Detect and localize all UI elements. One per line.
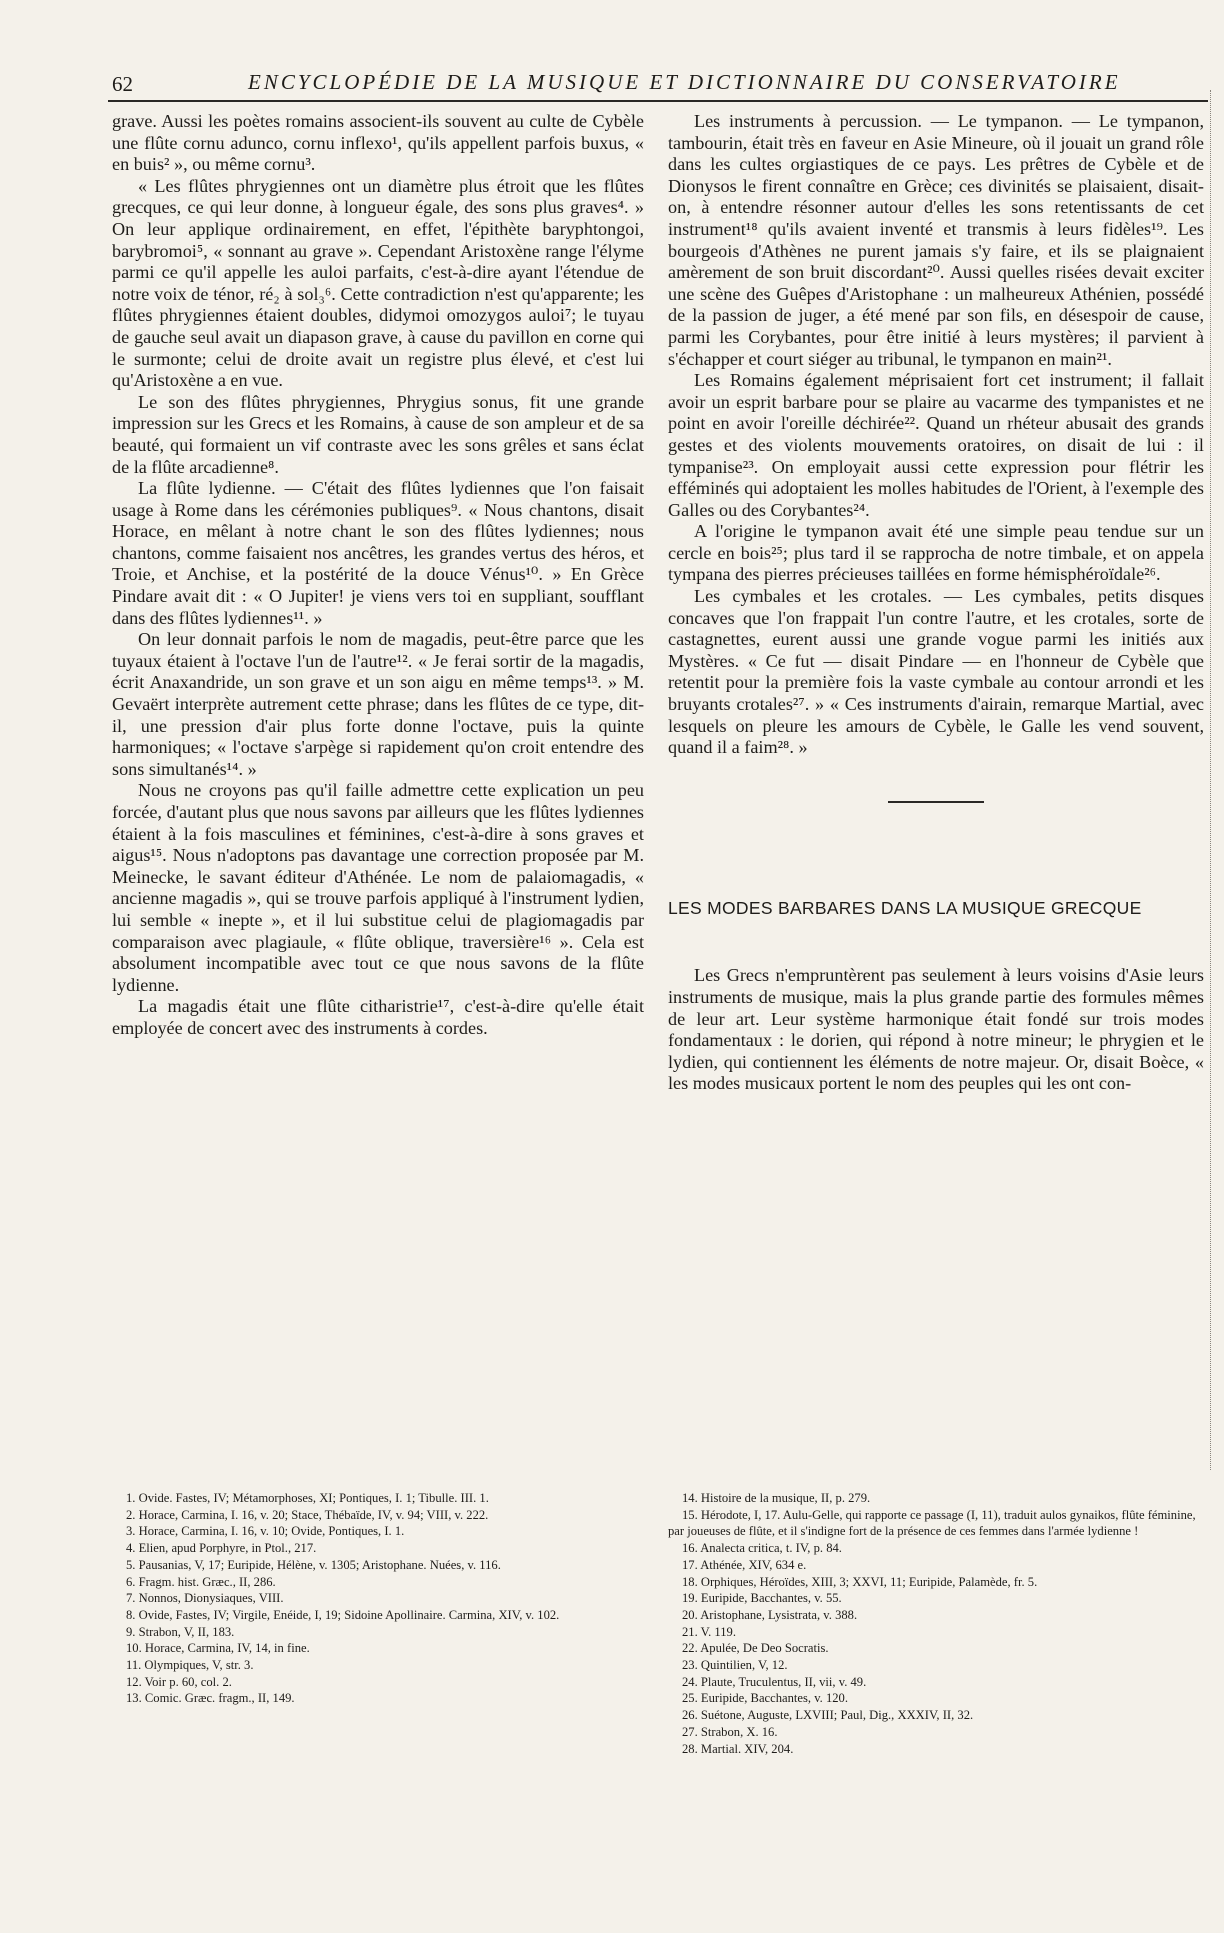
footnote: 16. Analecta critica, t. IV, p. 84. xyxy=(682,1541,842,1556)
right-column xyxy=(668,111,1204,1095)
paragraph: Les cymbales et les crotales. — Les cymbales, petits disques concaves que l'on frappait l'un contre l'autre, et les crotales, sorte de castagnettes, eurent aussi une grande vogue parmi les initiés aux Mystères. « Ce fut — disait Pindare — en l'honneur de Cybèle que retentit pour la première fois la vaste cymbale au contour arrondi et les bruyants crotales²⁷. » « Ces instruments d'airain, remarque Martial, avec lesquels on pleure les amours de Cybèle, le Galle les vend souvent, quand il a faim²⁸. » xyxy=(668,586,1204,758)
paragraph: La magadis était une flûte citharistrie¹⁷, c'est-à-dire qu'elle était employée de concert avec des instruments à cordes. xyxy=(112,996,644,1038)
footnote: 11. Olympiques, V, str. 3. xyxy=(126,1658,254,1673)
footnote: 3. Horace, Carmina, I. 16, v. 10; Ovide, Pontiques, I. 1. xyxy=(126,1524,405,1539)
footnote: 28. Martial. XIV, 204. xyxy=(682,1741,794,1756)
footnote: 22. Apulée, De Deo Socratis. xyxy=(682,1641,829,1656)
paragraph: « Les flûtes phrygiennes ont un diamètre plus étroit que les flûtes grecques, ce qui leur donne, à longueur égale, des sons plus graves⁴. » On leur applique ordinairement, en effet, l'épithète baryphtongoi, barybromoi⁵, « sonnant au grave ». Cependant Aristoxène range l'élyme parmi ce qu'il appelle les auloi parfaits, c'est-à-dire ayant l'étendue de notre voix de ténor, ré₂ à sol₃⁶. Cette contradiction n'est qu'apparente; les flûtes phrygiennes étaient doubles, didymoi omozygos auloi⁷; le tuyau de gauche seul avait un diapason grave, à cause du pavillon en corne qui le surmonte; celui de droite avait un registre plus élevé, et c'est lui qu'Aristoxène a en vue. xyxy=(112,175,644,391)
footnote: 18. Orphiques, Héroïdes, XIII, 3; XXVI, 11; Euripide, Palamède, fr. 5. xyxy=(682,1574,1038,1589)
footnote: 26. Suétone, Auguste, LXVIII; Paul, Dig., XXXIV, II, 32. xyxy=(682,1708,974,1723)
footnote: 6. Fragm. hist. Græc., II, 286. xyxy=(126,1574,276,1589)
paragraph: La flûte lydienne. — C'était des flûtes lydiennes que l'on faisait usage à Rome dans les cérémonies publiques⁹. « Nous chantons, disait Horace, en mêlant à notre chant le son des flûtes lydiennes; nous chantons, comme faisaient nos ancêtres, les grandes vertus des héros, et Troie, et Anchise, et la postérité de la douce Vénus¹⁰. » En Grèce Pindare avait dit : « O Jupiter! je viens vers toi en suppliant, soufflant dans des flûtes lydiennes¹¹. » xyxy=(112,478,644,628)
footnote: 20. Aristophane, Lysistrata, v. 388. xyxy=(682,1607,858,1622)
footnote: 2. Horace, Carmina, I. 16, v. 20; Stace, Thébaïde, IV, v. 94; VIII, v. 222. xyxy=(126,1507,489,1522)
footnotes-right xyxy=(668,1490,1204,1757)
footnote: 15. Hérodote, I, 17. Aulu-Gelle, qui rapporte ce passage (I, 11), traduit aulos gynaikos, flûte féminine, par joueuses de flûte, et il s'indigne fort de la présence de ces femmes dans l'armée lydienne ! xyxy=(668,1507,1196,1539)
section-heading: LES MODES BARBARES DANS LA MUSIQUE GRECQUE xyxy=(668,897,1142,918)
footnote: 10. Horace, Carmina, IV, 14, in fine. xyxy=(126,1641,310,1656)
footnote: 9. Strabon, V, II, 183. xyxy=(126,1624,235,1639)
footnote: 19. Euripide, Bacchantes, v. 55. xyxy=(682,1591,842,1606)
paragraph: On leur donnait parfois le nom de magadis, peut-être parce que les tuyaux étaient à l'octave l'un de l'autre¹². « Je ferai sortir de la magadis, écrit Anaxandride, un son grave et un son aigu en même temps¹³. » M. Gevaërt interprète autrement cette phrase; dans les flûtes de ce type, dit-il, une pression d'air plus forte donne l'octave, puis la quinte harmoniques; « l'octave s'arpège si rapidement qu'on croit entendre des sons simultanés¹⁴. » xyxy=(112,629,644,779)
footnote: 13. Comic. Græc. fragm., II, 149. xyxy=(126,1691,295,1706)
left-column xyxy=(112,111,644,1040)
running-title: ENCYCLOPÉDIE DE LA MUSIQUE ET DICTIONNAIRE DU CONSERVATOIRE xyxy=(248,70,1121,94)
footnotes-left xyxy=(112,1490,644,1707)
footnote: 17. Athénée, XIV, 634 e. xyxy=(682,1557,807,1572)
footnote: 12. Voir p. 60, col. 2. xyxy=(126,1674,232,1689)
section-separator xyxy=(888,801,984,803)
page-number: 62 xyxy=(112,72,133,96)
footnote: 4. Elien, apud Porphyre, in Ptol., 217. xyxy=(126,1541,317,1556)
footnote: 1. Ovide. Fastes, IV; Métamorphoses, XI; Pontiques, I. 1; Tibulle. III. 1. xyxy=(126,1491,489,1505)
footnote: 8. Ovide, Fastes, IV; Virgile, Enéide, I, 19; Sidoine Apollinaire. Carmina, XIV, v. 102. xyxy=(126,1607,560,1622)
section-paragraph: Les Grecs n'empruntèrent pas seulement à leurs voisins d'Asie leurs instruments de musique, mais la plus grande partie des formules mêmes de leur art. Leur système harmonique était fondé sur trois modes fondamentaux : le dorien, qui répond à notre mineur; le phrygien et le lydien, qui contiennent les éléments de notre majeur. Or, disait Boèce, « les modes musicaux portent le nom des peuples qui les ont con- xyxy=(668,965,1204,1094)
paragraph: Le son des flûtes phrygiennes, Phrygius sonus, fit une grande impression sur les Grecs et les Romains, à cause de son ampleur et de sa beauté, qui formaient un vif contraste avec les sons grêles et sans éclat de la flûte arcadienne⁸. xyxy=(112,391,644,477)
footnote: 25. Euripide, Bacchantes, v. 120. xyxy=(682,1691,849,1706)
footnote: 27. Strabon, X. 16. xyxy=(682,1724,778,1739)
paragraph: Les instruments à percussion. — Le tympanon. — Le tympanon, tambourin, était très en faveur en Asie Mineure, où il jouait un grand rôle dans les cultes orgiastiques de ce pays. Les prêtres de Cybèle et de Dionysos le firent connaître en Grèce; ces divinités se plaisaient, disait-on, à entendre résonner autour d'elles les sons retentissants de cet instrument¹⁸ qu'ils avaient inventé et transmis à leurs fidèles¹⁹. Les bourgeois d'Athènes ne purent jamais s'y faire, et ils se plaignaient amèrement de son bruit discordant²⁰. Aussi quelles risées devait exciter une scène des Guêpes d'Aristophane : un malheureux Athénien, possédé de la passion de juger, a été mené par son fils, en désespoir de cause, parmi les Corybantes, pour être initié à leurs mystères; il parvient à s'échapper et court siéger au tribunal, le tympanon en main²¹. xyxy=(668,111,1204,369)
footnote: 7. Nonnos, Dionysiaques, VIII. xyxy=(126,1591,284,1606)
paragraph: Nous ne croyons pas qu'il faille admettre cette explication un peu forcée, d'autant plus que nous savons par ailleurs que les flûtes lydiennes étaient à la fois masculines et féminines, c'est-à-dire à sons graves et aigus¹⁵. Nous n'adoptons pas davantage une correction proposée par M. Meinecke, le savant éditeur d'Athénée. Le nom de palaiomagadis, « ancienne magadis », qui se trouve parfois appliqué à l'instrument lydien, lui semble « inepte », et il lui substitue celui de plagiomagadis par comparaison avec plagiaule, « flûte oblique, traversière¹⁶ ». Cela est absolument incompatible avec tout ce que nous savons de la flûte lydienne. xyxy=(112,780,644,995)
footnote: 23. Quintilien, V, 12. xyxy=(682,1658,788,1673)
footnote: 5. Pausanias, V, 17; Euripide, Hélène, v. 1305; Aristophane. Nuées, v. 116. xyxy=(126,1557,501,1572)
footnote: 24. Plaute, Truculentus, II, vii, v. 49. xyxy=(682,1674,867,1689)
paragraph: Les Romains également méprisaient fort cet instrument; il fallait avoir un esprit barbare pour se plaire au vacarme des tympanistes et ne point en avoir l'oreille déchirée²². Quand un rhéteur abusait des grands gestes et des violents mouvements oratoires, on disait de lui : il tympanise²³. On employait aussi cette expression pour flétrir les efféminés qui adoptaient les molles habitudes de l'Orient, à l'exemple des Galles ou des Corybantes²⁴. xyxy=(668,370,1204,520)
page-header xyxy=(108,70,1208,102)
footnote: 14. Histoire de la musique, II, p. 279. xyxy=(682,1491,871,1505)
paragraph: grave. Aussi les poètes romains associent-ils souvent au culte de Cybèle une flûte cornu adunco, cornu inflexo¹, qu'ils appellent parfois buxus, « en buis² », ou même cornu³. xyxy=(112,111,644,175)
footnote: 21. V. 119. xyxy=(682,1624,737,1639)
page-edge xyxy=(1210,90,1217,1470)
paragraph: A l'origine le tympanon avait été une simple peau tendue sur un cercle en bois²⁵; plus tard il se rapprocha de notre timbale, et on appela tympana des pierres précieuses taillées en forme hémisphéroïdale²⁶. xyxy=(668,521,1204,585)
